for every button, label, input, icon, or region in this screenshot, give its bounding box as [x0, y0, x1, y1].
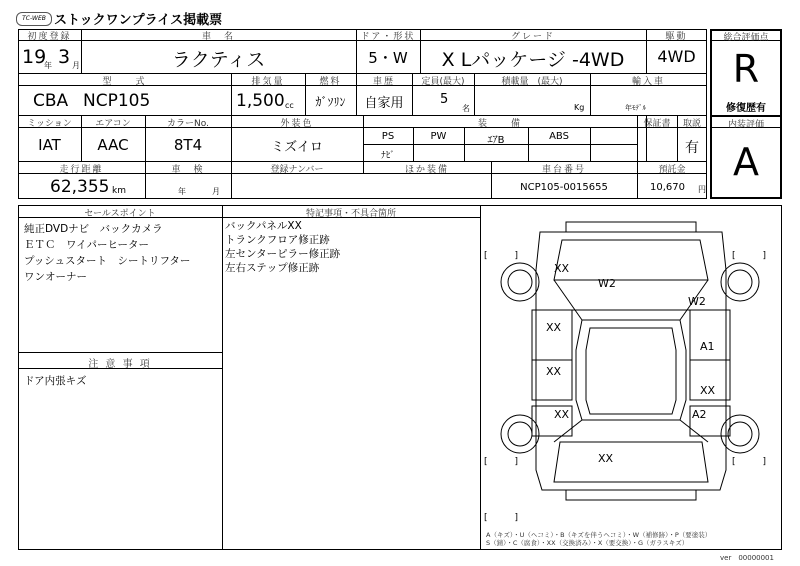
year-unit: 年	[44, 61, 52, 70]
import-header: 輸入車	[631, 77, 665, 87]
mark-left-front-door: XX	[546, 321, 562, 334]
equip-airbag: ｴｱB	[487, 135, 505, 146]
legend-line: S（錆）・C（腐食）・XX（交換済み）・X（要交換）・G（ガラスキズ）	[486, 539, 689, 547]
displacement: 1,500	[236, 91, 285, 111]
sales-point: ワンオーナー	[24, 271, 87, 283]
special-note: トランクフロア修正跡	[225, 234, 330, 246]
fuel: ｶﾞｿﾘﾝ	[315, 95, 346, 109]
door-shape-header: ドア・形状	[360, 32, 416, 42]
equipment-header: 装 備	[477, 119, 522, 129]
overall-note: 修復歴有	[726, 103, 766, 114]
sales-point: プッシュスタート シートリフター	[24, 255, 191, 267]
interior-label: 内装評価	[727, 120, 764, 130]
displacement-unit: cc	[285, 101, 294, 110]
first-reg-header: 初度登録	[27, 32, 72, 42]
mark-back-panel: XX	[598, 452, 614, 465]
deposit-header: 預託金	[658, 165, 686, 175]
mark-right-quarter: A2	[692, 408, 707, 421]
warranty-header: 保証書	[643, 119, 671, 129]
caution-header: 注 意 事 項	[88, 359, 152, 370]
sales-point: 純正DVDナビ バックカメラ	[24, 223, 163, 235]
first-reg-month: 3	[58, 46, 71, 68]
glass-bracket: [ ]	[484, 251, 519, 261]
mark-right-front-door: A1	[700, 340, 715, 353]
overall-grade: R	[732, 47, 760, 91]
version-label: ver 00000001	[720, 554, 774, 562]
grade-header: グレード	[510, 32, 555, 42]
model-header: 型 式	[102, 77, 147, 87]
equip-ps: PS	[381, 131, 395, 142]
other-equipment-header: ほか装備	[404, 165, 449, 175]
car-diagram-svg	[482, 210, 780, 530]
caution-text: ドア内張キズ	[24, 375, 87, 387]
equip-abs: ABS	[549, 131, 569, 142]
inspection-year-unit: 年	[178, 187, 186, 196]
history: 自家用	[364, 96, 404, 111]
drive-header: 駆動	[665, 32, 688, 42]
drive: 4WD	[657, 47, 696, 66]
mark-front-left-wheel: XX	[554, 262, 570, 275]
glass-bracket: [ ]	[732, 251, 767, 261]
grade: X Lパッケージ -4WD	[441, 49, 625, 71]
color-no: 8T4	[173, 136, 203, 154]
interior-grade: A	[733, 140, 759, 184]
mission: IAT	[38, 136, 61, 154]
load-header: 積載量 (最大)	[501, 77, 563, 87]
glass-bracket: [ ]	[732, 457, 767, 467]
aircon: AAC	[97, 136, 129, 154]
glass-bracket: [ ]	[484, 457, 519, 467]
car-name: ラクティス	[171, 49, 266, 71]
load-unit: Kg	[574, 103, 585, 112]
chassis: NCP105-0015655	[520, 182, 608, 193]
sales-points-list	[24, 221, 190, 285]
special-note: 左センターピラー修正跡	[225, 248, 341, 260]
door-shape: 5・W	[368, 49, 408, 67]
plate-header: 登録ナンバー	[270, 165, 324, 175]
model-prefix: CBA	[33, 91, 69, 111]
history-header: 車歴	[372, 77, 395, 87]
displacement-header: 排気量	[251, 77, 285, 87]
paint-header: 外装色	[280, 119, 314, 129]
mark-left-quarter: XX	[554, 408, 570, 421]
first-reg-year: 19	[22, 46, 47, 68]
fuel-header: 燃料	[319, 77, 342, 87]
color-header: カラーNo.	[167, 119, 209, 129]
page-title: ストックワンプライス掲載票	[54, 13, 223, 28]
sales-points-header: セールスポイント	[84, 209, 156, 219]
aircon-header: エアコン	[95, 119, 131, 129]
paint: ミズイロ	[271, 140, 323, 155]
mileage: 62,355	[50, 177, 110, 197]
mission-header: ミッション	[27, 119, 72, 129]
capacity-unit: 名	[462, 104, 470, 113]
mark-right-rear-door: XX	[700, 384, 716, 397]
mark-front-right-fender: W2	[688, 295, 706, 308]
car-diagram	[482, 210, 780, 530]
special-note: バックパネルXX	[225, 220, 302, 232]
manual-value: 有	[685, 140, 699, 156]
equip-pw: PW	[430, 131, 447, 142]
inspection-header: 車 検	[171, 165, 205, 175]
manual-header: 取説	[682, 119, 701, 129]
mark-hood: W2	[598, 277, 616, 290]
glass-bracket: [ ]	[484, 513, 519, 523]
month-unit: 月	[72, 61, 80, 70]
deposit-unit: 円	[698, 185, 706, 194]
car-name-header: 車 名	[201, 32, 235, 42]
legend	[486, 531, 711, 547]
deposit: 10,670	[650, 182, 685, 193]
capacity-header: 定員(最大)	[421, 77, 465, 87]
logo: TC-WEB	[16, 12, 52, 26]
special-note: 左右ステップ修正跡	[225, 262, 320, 274]
legend-line: A（キズ）・U（ヘコミ）・B（キズを伴うヘコミ）・W（補修跡）・P（要塗装）	[486, 531, 712, 539]
capacity: 5	[440, 92, 449, 107]
model: NCP105	[83, 91, 151, 111]
overall-label: 総合評価点	[723, 33, 769, 43]
import-note: 年ﾓﾃﾞﾙ	[625, 104, 646, 112]
mileage-unit: km	[112, 186, 126, 196]
equip-navi: ﾅﾋﾞ	[381, 151, 395, 161]
mark-left-rear-door: XX	[546, 365, 562, 378]
inspection-month-unit: 月	[212, 187, 220, 196]
chassis-header: 車台番号	[541, 165, 586, 175]
special-notes-list	[225, 219, 340, 275]
special-notes-header: 特記事項・不具合箇所	[305, 209, 396, 219]
sales-point: ＥＴＣ ワイパーヒーター	[24, 239, 150, 251]
mileage-header: 走行距離	[59, 165, 104, 175]
